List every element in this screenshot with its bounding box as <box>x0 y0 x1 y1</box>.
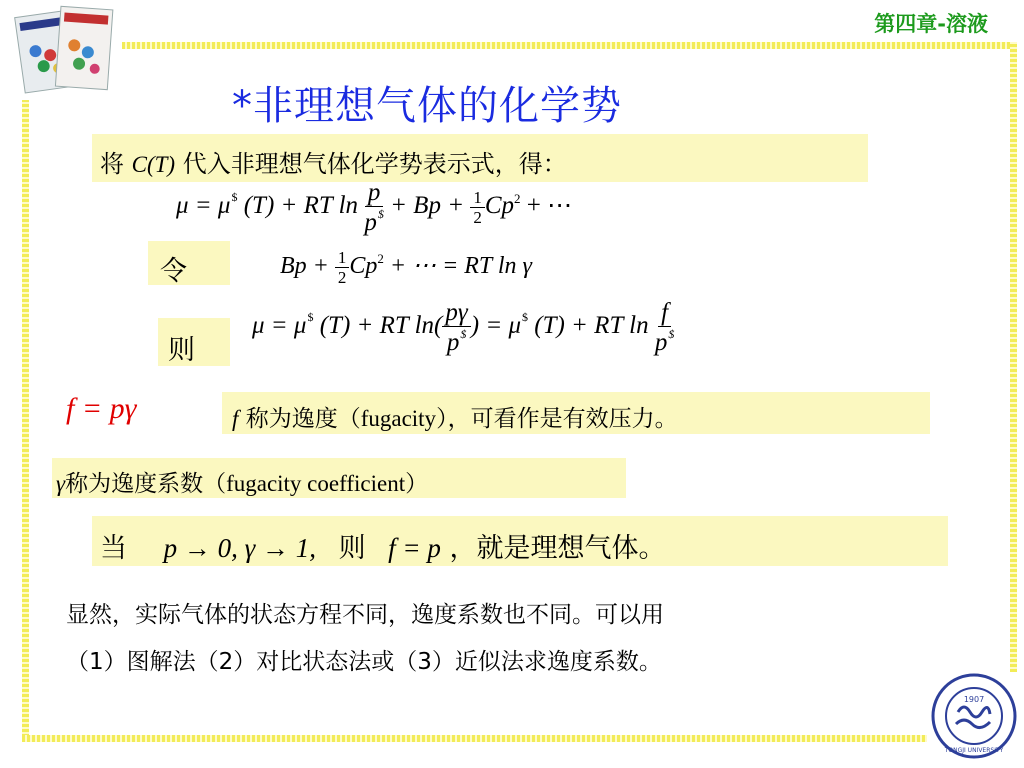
suffix-text: 代入非理想气体化学势表示式，得： <box>182 150 567 178</box>
fugacity-definition: f = pγ <box>66 392 137 425</box>
border-right <box>1010 42 1017 672</box>
eq1-standard-mark: $ <box>231 190 238 205</box>
ct-symbol: C(T) <box>131 152 176 177</box>
svg-text:TONGJI UNIVERSITY: TONGJI UNIVERSITY <box>944 747 1004 754</box>
eq1-ellipsis: + ⋯ <box>526 192 573 220</box>
then-frac2-den: p <box>654 329 668 356</box>
then-equals-mu: ) = μ <box>470 312 521 340</box>
then-standard-mark: $ <box>307 310 314 325</box>
let-label: 令 <box>160 256 187 287</box>
tongji-university-logo <box>930 672 1018 760</box>
border-left <box>22 100 29 742</box>
chapter-label: 第四章-溶液 <box>874 12 988 36</box>
then-rt-ln: (T) + RT ln( <box>319 312 443 340</box>
coefficient-text2: ） <box>405 471 429 497</box>
coefficient-text1: 称为逸度系数（ <box>65 471 227 497</box>
eq1-num: p <box>365 180 384 207</box>
eq1-pressure-ratio <box>364 180 384 235</box>
eq1-den: p <box>364 209 377 236</box>
eq1-half-den: 2 <box>473 208 482 227</box>
slide-title: *非理想气体的化学势 <box>232 83 622 129</box>
fugacity-text2: ），可看作是有效压力。 <box>436 406 678 432</box>
when-text: 当 <box>100 533 127 564</box>
svg-text:1907: 1907 <box>963 695 985 704</box>
chemical-potential-equation <box>176 180 572 235</box>
conclusion-line1: 显然，实际气体的状态方程不同，逸度系数也不同。可以用 <box>66 602 664 628</box>
limit-condition: p → 0, γ → 1, <box>163 533 316 563</box>
eq1-bp: + Bp + <box>390 192 465 220</box>
conclusion-line2: （1）图解法（2）对比状态法或（3）近似法求逸度系数。 <box>66 649 662 675</box>
then-frac-pgamma <box>442 300 470 355</box>
border-top <box>122 42 1017 49</box>
border-bottom <box>22 735 927 742</box>
ideal-gas-text: ，就是理想气体。 <box>449 533 666 564</box>
let-cp: Cp <box>349 253 378 280</box>
eq1-cp: Cp <box>484 192 515 220</box>
then-frac1-mark: $ <box>460 327 467 341</box>
then-frac2-num: f <box>658 300 671 327</box>
fugacity-word: fugacity <box>360 406 437 431</box>
eq1-rt-ln: (T) + RT ln <box>243 192 359 220</box>
then-mu: μ = μ <box>252 312 307 340</box>
let-square: 2 <box>377 251 384 267</box>
then-frac-f <box>655 300 675 355</box>
eq1-lhs: μ = μ <box>176 192 231 220</box>
then-text: 则 <box>338 533 366 564</box>
then-standard-mark-2: $ <box>522 310 528 325</box>
then-frac1-den: p <box>446 329 460 356</box>
fugacity-equation <box>252 300 674 355</box>
let-rhs: + ⋯ = RT ln γ <box>389 253 532 280</box>
limit-result: f = p <box>388 533 441 563</box>
coefficient-word: fugacity coefficient <box>226 471 406 496</box>
eq1-den-mark: $ <box>377 207 384 221</box>
let-half-den: 2 <box>337 268 347 287</box>
prefix-text: 将 <box>100 150 124 178</box>
let-half <box>335 249 350 286</box>
fugacity-symbol: f <box>232 406 239 431</box>
ideal-gas-limit <box>100 526 666 565</box>
gamma-definition-equation <box>280 249 532 286</box>
let-bp: Bp + <box>280 253 329 280</box>
fugacity-text1: 称为逸度（ <box>245 406 361 432</box>
textbook-covers-image <box>14 4 116 96</box>
eq1-half <box>470 189 485 226</box>
eq1-half-num: 1 <box>470 189 485 208</box>
substitution-statement <box>100 144 567 179</box>
eq1-square: 2 <box>514 191 521 207</box>
then-label: 则 <box>168 335 195 366</box>
let-half-num: 1 <box>335 249 350 268</box>
coefficient-statement <box>56 465 428 498</box>
fugacity-statement <box>232 400 678 433</box>
then-frac2-mark: $ <box>668 327 675 341</box>
then-rt-ln-2: (T) + RT ln <box>534 312 649 340</box>
then-frac1-num: pγ <box>442 300 470 327</box>
gamma-symbol: γ <box>56 471 66 496</box>
